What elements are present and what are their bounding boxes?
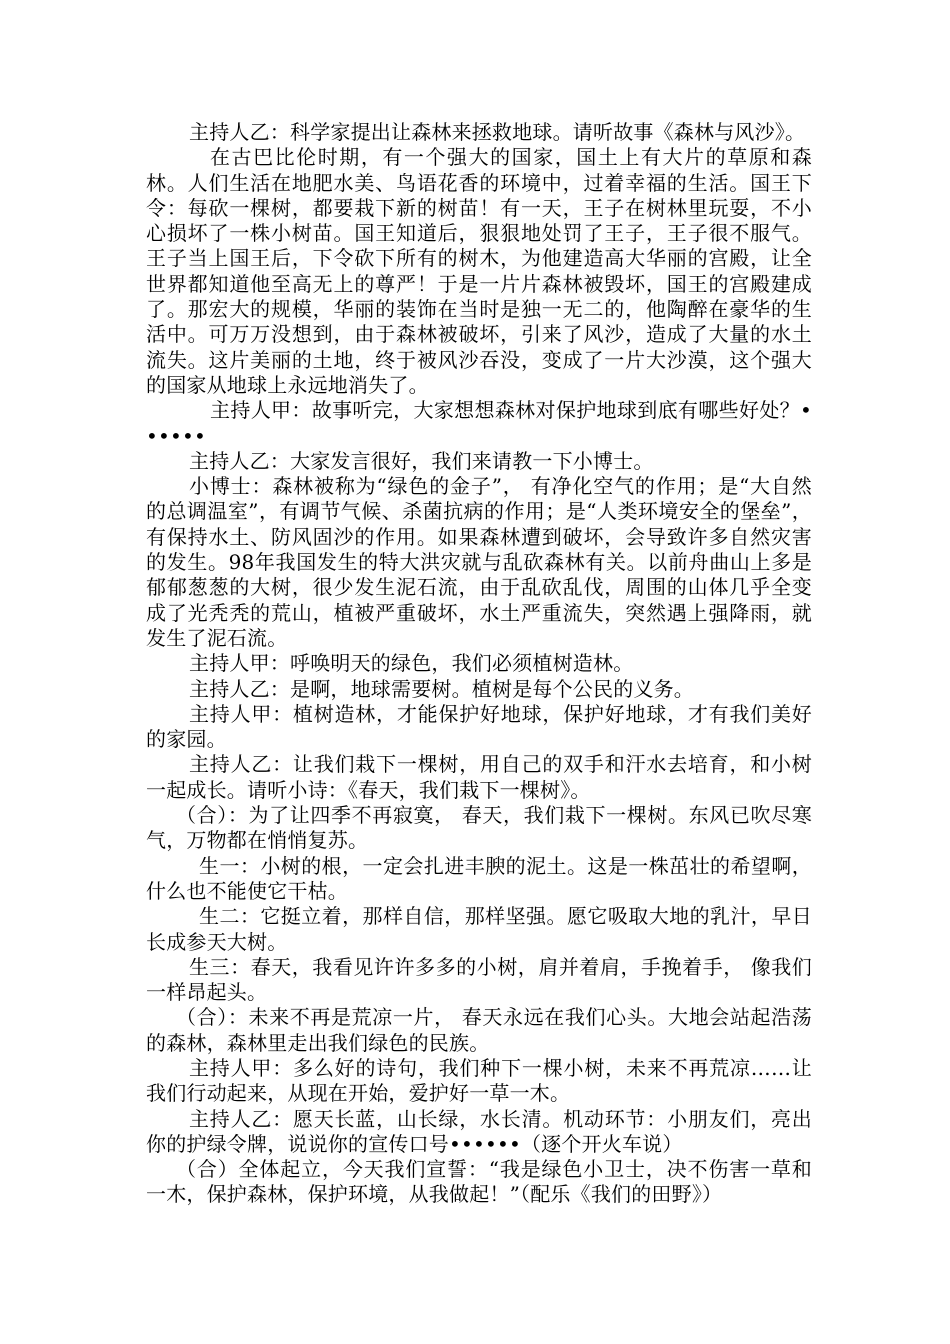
- paragraph-host-b-intro: 主持人乙：科学家提出让森林来拯救地球。请听故事《森林与风沙》。: [189, 120, 806, 144]
- paragraph-little-doctor: 小博士：森林被称为“绿色的金子”， 有净化空气的作用；是“大自然的总调温室”，有调节气候、杀菌抗病的作用；是“人类环境安全的堡垒”，有保持水土、防风固沙的作用。如果森林遭到破坏，会导致许多自然灾害的发生。98年我国发生的特大洪灾就与乱砍森林有关。以前舟曲山上多是郁郁葱葱的大树，很少发生泥石流，由于乱砍乱伐，周围的山体几乎全变成了光秃秃的荒山，植被严重破坏，水土严重流失，突然遇上强降雨，就发生了泥石流。: [146, 474, 812, 650]
- paragraph-student-2: 生二：它挺立着，那样自信，那样坚强。愿它吸取大地的乳汁，早日长成参天大树。: [146, 904, 812, 954]
- paragraph-host-b-duty: 主持人乙：是啊，地球需要树。植树是每个公民的义务。: [189, 676, 694, 701]
- paragraph-host-b-slogan: 主持人乙：愿天长蓝，山长绿，水长清。机动环节：小朋友们，亮出你的护绿令牌，说说你的宣传口号••••••（逐个开火车说）: [146, 1106, 812, 1156]
- paragraph-host-a-verse: 主持人甲：多么好的诗句，我们种下一棵小树，未来不再荒凉……让我们行动起来，从现在开始，爱护好一草一木。: [146, 1055, 812, 1106]
- paragraph-host-b-poem: 主持人乙：让我们栽下一棵树，用自己的双手和汗水去培育，和小树一起成长。请听小诗：《春天，我们栽下一棵树》。: [146, 752, 812, 802]
- paragraph-student-3: 生三：春天，我看见许许多多的小树，肩并着肩，手挽着手， 像我们一样昂起头。: [146, 954, 812, 1005]
- document-body: [146, 120, 812, 1208]
- paragraph-chorus-1: （合）：为了让四季不再寂寞， 春天，我们栽下一棵树。东风已吹尽寒气，万物都在悄悄复苏。: [146, 803, 812, 853]
- paragraph-chorus-oath: （合）全体起立，今天我们宣誓：“我是绿色小卫士，决不伤害一草和一木，保护森林，保护环境，从我做起！”（配乐《我们的田野》）: [146, 1157, 812, 1207]
- paragraph-host-a-call: 主持人甲：呼唤明天的绿色，我们必须植树造林。: [189, 651, 634, 676]
- paragraph-host-a-planting: 主持人甲：植树造林，才能保护好地球，保护好地球，才有我们美好的家园。: [146, 701, 812, 752]
- paragraph-chorus-2: （合）：未来不再是荒凉一片， 春天永远在我们心头。大地会站起浩荡的森林，森林里走出我们绿色的民族。: [146, 1005, 812, 1055]
- paragraph-student-1: 生一：小树的根，一定会扎进丰腴的泥土。这是一株茁壮的希望啊，什么也不能使它干枯。: [146, 853, 812, 903]
- paragraph-host-a-question: 主持人甲：故事听完，大家想想森林对保护地球到底有哪些好处？••••••: [146, 398, 812, 448]
- paragraph-story: 在古巴比伦时期，有一个强大的国家，国土上有大片的草原和森林。人们生活在地肥水美、鸟语花香的环境中，过着幸福的生活。国王下令：每砍一棵树，都要栽下新的树苗！有一天，王子在树林里玩耍，不小心损坏了一株小树苗。国王知道后，狠狠地处罚了王子，王子很不服气。王子当上国王后，下令砍下所有的树木，为他建造高大华丽的宫殿，让全世界都知道他至高无上的尊严！于是一片片森林被毁坏，国王的宫殿建成了。那宏大的规模，华丽的装饰在当时是独一无二的，他陶醉在豪华的生活中。可万万没想到，由于森林被破坏，引来了风沙，造成了大量的水土流失。这片美丽的土地，终于被风沙吞没，变成了一片大沙漠，这个强大的国家从地球上永远地消失了。: [146, 145, 812, 397]
- paragraph-host-b-invite: 主持人乙：大家发言很好，我们来请教一下小博士。: [189, 448, 654, 473]
